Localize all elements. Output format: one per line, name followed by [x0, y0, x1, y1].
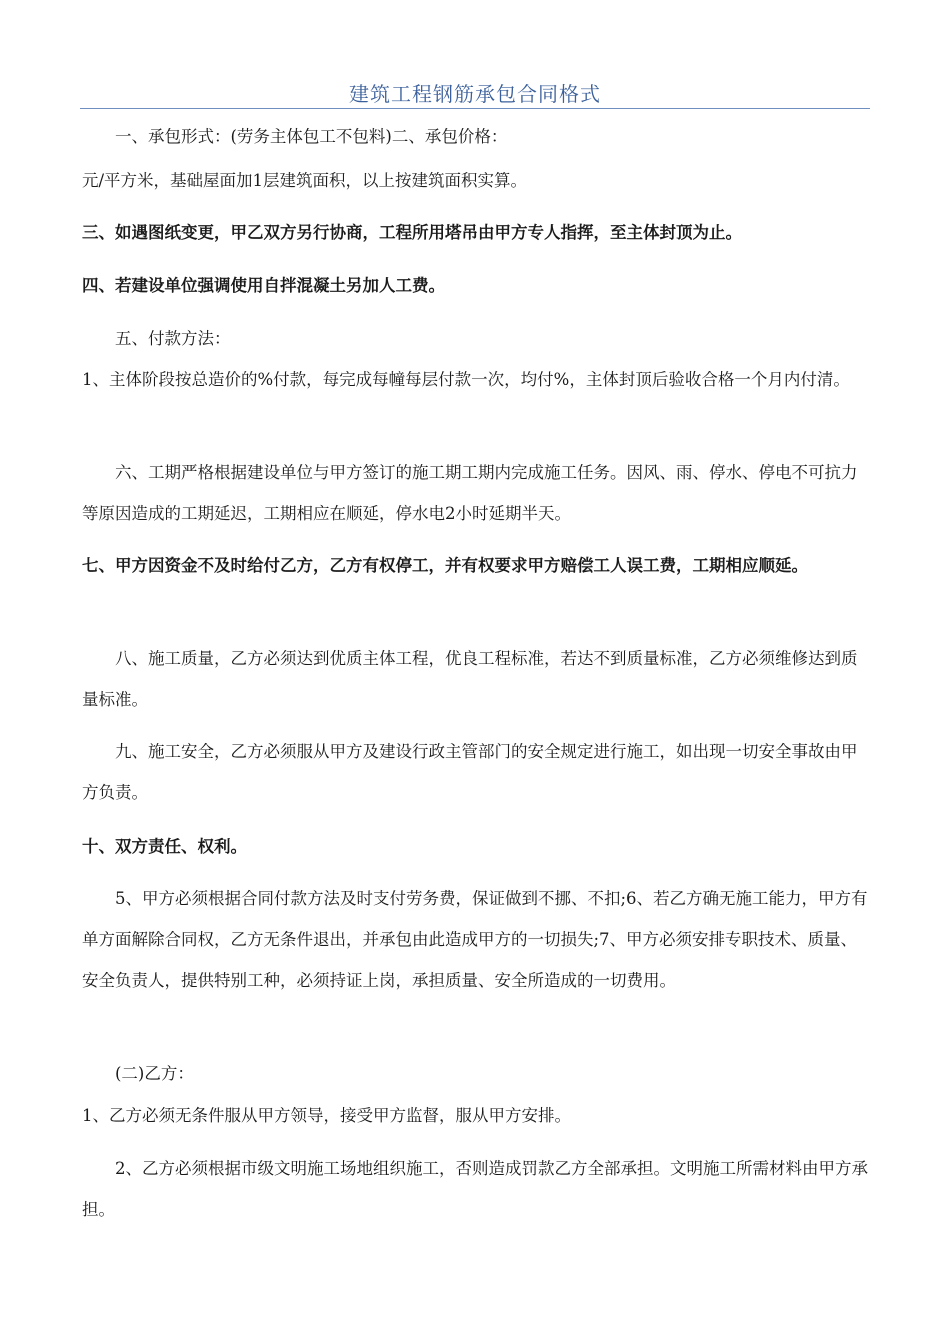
paragraph-party-b-item-1: 1、乙方必须无条件服从甲方领导，接受甲方监督，服从甲方安排。: [82, 1106, 571, 1125]
title-underline: [80, 108, 870, 109]
paragraph-clause-10: 十、双方责任、权利。: [82, 837, 247, 856]
paragraph-price-unit: 元/平方米，基础屋面加1层建筑面积，以上按建筑面积实算。: [82, 171, 528, 190]
paragraph-clause-8: 八、施工质量，乙方必须达到优质主体工程，优良工程标准，若达不到质量标准，乙方必须维修达到质量标准。: [82, 649, 858, 709]
paragraph-clause-7: 七、甲方因资金不及时给付乙方，乙方有权停工，并有权要求甲方赔偿工人误工费，工期相应顺延。: [82, 556, 808, 575]
paragraph-clause-9: 九、施工安全，乙方必须服从甲方及建设行政主管部门的安全规定进行施工，如出现一切安全事故由甲方负责。: [82, 742, 858, 802]
paragraph-party-a-duties: 5、甲方必须根据合同付款方法及时支付劳务费，保证做到不挪、不扣;6、若乙方确无施工能力，甲方有单方面解除合同权，乙方无条件退出，并承包由此造成甲方的一切损失;7、甲方必须安排专职技术、质量、安全负责人，提供特别工种，必须持证上岗，承担质量、安全所造成的一切费用。: [82, 889, 868, 990]
paragraph-contract-form: 一、承包形式：(劳务主体包工不包料)二、承包价格：: [115, 127, 508, 146]
paragraph-clause-5-heading: 五、付款方法：: [115, 329, 231, 348]
document-title: 建筑工程钢筋承包合同格式: [349, 82, 601, 106]
paragraph-party-b-item-2: 2、乙方必须根据市级文明施工场地组织施工，否则造成罚款乙方全部承担。文明施工所需材料由甲方承担。: [82, 1159, 868, 1219]
paragraph-clause-6: 六、工期严格根据建设单位与甲方签订的施工期工期内完成施工任务。因风、雨、停水、停电不可抗力等原因造成的工期延迟，工期相应在顺延，停水电2小时延期半天。: [82, 463, 858, 523]
paragraph-party-b-heading: (二)乙方：: [115, 1064, 194, 1083]
paragraph-payment-item-1: 1、主体阶段按总造价的%付款，每完成每幢每层付款一次，均付%，主体封顶后验收合格一个月内付清。: [82, 370, 850, 389]
paragraph-clause-4: 四、若建设单位强调使用自拌混凝土另加人工费。: [82, 276, 445, 295]
paragraph-clause-3: 三、如遇图纸变更，甲乙双方另行协商，工程所用塔吊由甲方专人指挥，至主体封顶为止。: [82, 223, 742, 242]
